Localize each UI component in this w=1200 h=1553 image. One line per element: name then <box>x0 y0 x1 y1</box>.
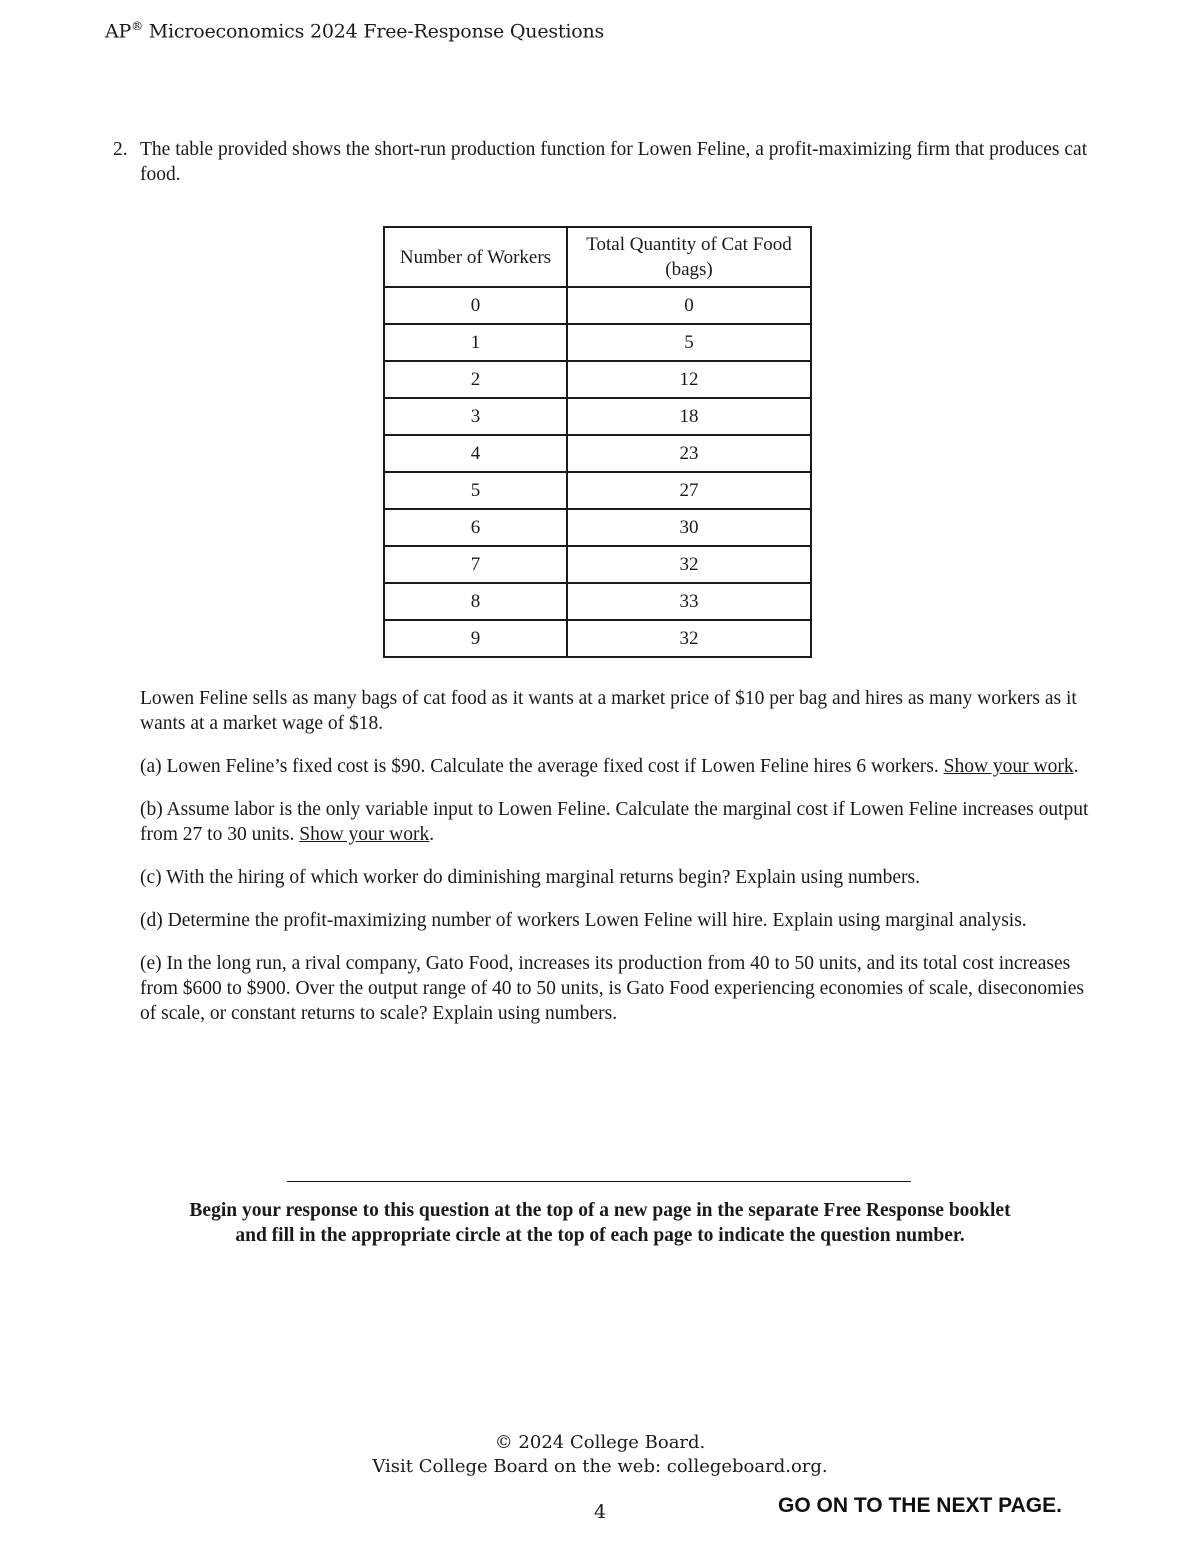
cell-quantity: 27 <box>567 472 811 509</box>
table-row <box>384 287 811 324</box>
copyright-text: © 2024 College Board. <box>494 1432 706 1453</box>
table-row <box>384 583 811 620</box>
cell-workers: 9 <box>384 620 567 657</box>
page-number: 4 <box>593 1501 607 1523</box>
cell-workers: 2 <box>384 361 567 398</box>
part-a-show-work: Show your work <box>943 756 1074 777</box>
part-b-text: (b) Assume labor is the only variable input to Lowen Feline. Calculate the marginal cost if Lowen Feline increases output from 27 to 30 units. <box>140 799 1089 845</box>
cell-quantity: 23 <box>567 435 811 472</box>
instructions-line-2: and fill in the appropriate circle at the top of each page to indicate the question number. <box>235 1225 965 1246</box>
page-footer <box>300 1431 900 1479</box>
cell-workers: 7 <box>384 546 567 583</box>
header-prefix: AP <box>105 20 132 43</box>
table-row <box>384 324 811 361</box>
table-row <box>384 509 811 546</box>
header-title: Microeconomics 2024 Free-Response Questions <box>142 20 605 43</box>
question-body <box>140 686 1100 1044</box>
registered-mark: ® <box>131 19 143 33</box>
cell-quantity: 32 <box>567 620 811 657</box>
cell-workers: 5 <box>384 472 567 509</box>
table-header-row <box>384 227 811 287</box>
cell-quantity: 12 <box>567 361 811 398</box>
column-header-quantity: Total Quantity of Cat Food (bags) <box>567 227 811 287</box>
visit-text: Visit College Board on the web: collegeboard.org. <box>372 1456 828 1477</box>
part-a <box>140 754 1100 779</box>
table-row <box>384 398 811 435</box>
cell-quantity: 30 <box>567 509 811 546</box>
page-header <box>105 19 604 42</box>
part-e: (e) In the long run, a rival company, Gato Food, increases its production from 40 to 50 units, and its total cost increases from $600 to $900. Over the output range of 40 to 50 units, is Gato Food experiencing economies of scale, diseconomies of scale, or constant returns to scale? Explain using numbers. <box>140 953 1084 1024</box>
cell-workers: 3 <box>384 398 567 435</box>
production-table <box>383 226 812 658</box>
part-a-text: (a) Lowen Feline’s fixed cost is $90. Calculate the average fixed cost if Lowen Feline hires 6 workers. <box>140 756 944 777</box>
cell-quantity: 32 <box>567 546 811 583</box>
cell-workers: 8 <box>384 583 567 620</box>
table-row <box>384 361 811 398</box>
cell-workers: 0 <box>384 287 567 324</box>
part-b-end: . <box>429 824 435 845</box>
cell-workers: 6 <box>384 509 567 546</box>
cell-quantity: 18 <box>567 398 811 435</box>
cell-workers: 1 <box>384 324 567 361</box>
cell-quantity: 0 <box>567 287 811 324</box>
part-d: (d) Determine the profit-maximizing number of workers Lowen Feline will hire. Explain using marginal analysis. <box>140 910 1027 931</box>
divider-line <box>287 1181 911 1182</box>
table-row <box>384 546 811 583</box>
part-b-show-work: Show your work <box>299 824 430 845</box>
question-block <box>113 137 1093 187</box>
question-number: 2. <box>113 139 128 160</box>
cell-quantity: 33 <box>567 583 811 620</box>
table-row <box>384 620 811 657</box>
table-row <box>384 472 811 509</box>
cell-workers: 4 <box>384 435 567 472</box>
cell-quantity: 5 <box>567 324 811 361</box>
response-instructions <box>100 1198 1100 1248</box>
instructions-line-1: Begin your response to this question at the top of a new page in the separate Free Response booklet <box>189 1200 1011 1221</box>
column-header-workers: Number of Workers <box>384 227 567 287</box>
next-page-notice: GO ON TO THE NEXT PAGE. <box>778 1494 1062 1517</box>
table-row <box>384 435 811 472</box>
context-paragraph: Lowen Feline sells as many bags of cat food as it wants at a market price of $10 per bag and hires as many workers as it wants at a market wage of $18. <box>140 688 1077 734</box>
part-c: (c) With the hiring of which worker do diminishing marginal returns begin? Explain using numbers. <box>140 867 920 888</box>
part-a-end: . <box>1073 756 1079 777</box>
question-intro: The table provided shows the short-run production function for Lowen Feline, a profit-maximizing firm that produces cat food. <box>140 139 1088 185</box>
part-b <box>140 797 1100 847</box>
